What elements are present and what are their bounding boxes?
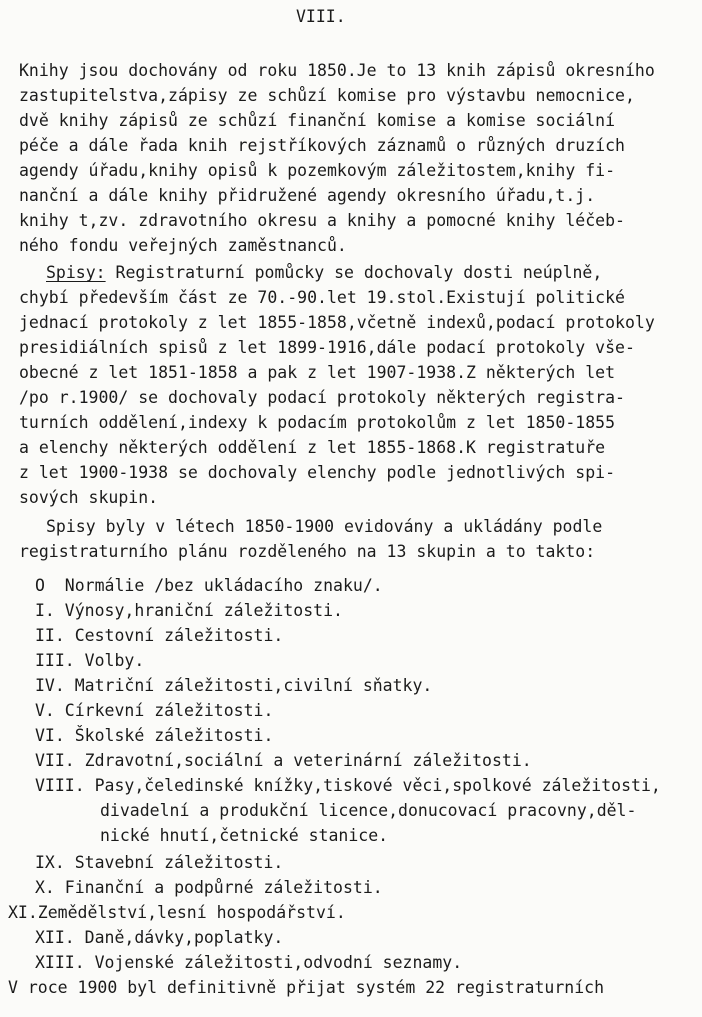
paragraph-line: presidiálních spisů z let 1899-1916,dále podací protokoly vše- [19, 338, 635, 357]
paragraph-line: Spisy byly v létech 1850-1900 evidovány a ukládány podle [46, 517, 603, 536]
list-item: XII. Daně,dávky,poplatky. [35, 928, 284, 947]
page-number: VIII. [296, 7, 346, 26]
list-item: XIII. Vojenské záležitosti,odvodní seznamy. [35, 953, 463, 972]
paragraph-line: a elenchy některých oddělení z let 1855-1868.K registratuře [19, 438, 606, 457]
section-heading: Spisy: [46, 263, 106, 282]
list-item-continuation: nické hnutí,četnické stanice. [100, 826, 389, 845]
list-item: O Normálie /bez ukládacího znaku/. [35, 576, 383, 595]
paragraph-line: péče a dále řada knih rejstříkových záznamů o různých druzích [19, 136, 625, 155]
paragraph-line: Knihy jsou dochovány od roku 1850.Je to 13 knih zápisů okresního [19, 61, 655, 80]
paragraph-line: dvě knihy zápisů ze schůzí finanční komise a komise sociální [19, 111, 616, 130]
paragraph-line: ného fondu veřejných zaměstnanců. [19, 236, 347, 255]
paragraph-line: obecné z let 1851-1858 a pak z let 1907-1938.Z některých let [19, 363, 616, 382]
list-item: I. Výnosy,hraniční záležitosti. [35, 601, 343, 620]
paragraph-line [46, 260, 602, 285]
list-item: VI. Školské záležitosti. [35, 726, 274, 745]
paragraph-line: nanční a dále knihy přidružené agendy okresního úřadu,t.j. [19, 186, 596, 205]
list-item: X. Finanční a podpůrné záležitosti. [35, 878, 383, 897]
paragraph-line: registraturního plánu rozděleného na 13 skupin a to takto: [19, 542, 596, 561]
list-item: XI.Zemědělství,lesní hospodářství. [8, 903, 346, 922]
list-item: V. Církevní záležitosti. [35, 701, 274, 720]
list-item: IV. Matriční záležitosti,civilní sňatky. [35, 676, 433, 695]
paragraph-line: /po r.1900/ se dochovaly podací protokoly některých registra- [19, 388, 625, 407]
list-item-continuation: divadelní a produkční licence,donucovací pracovny,děl- [100, 801, 637, 820]
paragraph-line: zastupitelstva,zápisy ze schůzí komise pro výstavbu nemocnice, [19, 86, 635, 105]
list-item: VIII. Pasy,čeledinské knížky,tiskové věci,spolkové záležitosti, [35, 776, 661, 795]
paragraph-line: turních oddělení,indexy k podacím protokolům z let 1850-1855 [19, 413, 616, 432]
paragraph-text: Registraturní pomůcky se dochovaly dosti neúplně, [105, 263, 603, 282]
list-item: IX. Stavební záležitosti. [35, 853, 284, 872]
paragraph-line: jednací protokoly z let 1855-1858,včetně indexů,podací protokoly [19, 313, 655, 332]
list-item: III. Volby. [35, 651, 145, 670]
paragraph-line: z let 1900-1938 se dochovaly elenchy podle jednotlivých spi- [19, 463, 616, 482]
paragraph-line: sových skupin. [19, 488, 159, 507]
paragraph-line: V roce 1900 byl definitivně přijat systém 22 registraturních [8, 978, 605, 997]
paragraph-line: chybí především část ze 70.-90.let 19.stol.Existují politické [19, 288, 625, 307]
list-item: VII. Zdravotní,sociální a veterinární záležitosti. [35, 751, 532, 770]
paragraph-line: agendy úřadu,knihy opisů k pozemkovým záležitostem,knihy fi- [19, 161, 616, 180]
paragraph-line: knihy t,zv. zdravotního okresu a knihy a pomocné knihy léčeb- [19, 211, 625, 230]
list-item: II. Cestovní záležitosti. [35, 626, 284, 645]
